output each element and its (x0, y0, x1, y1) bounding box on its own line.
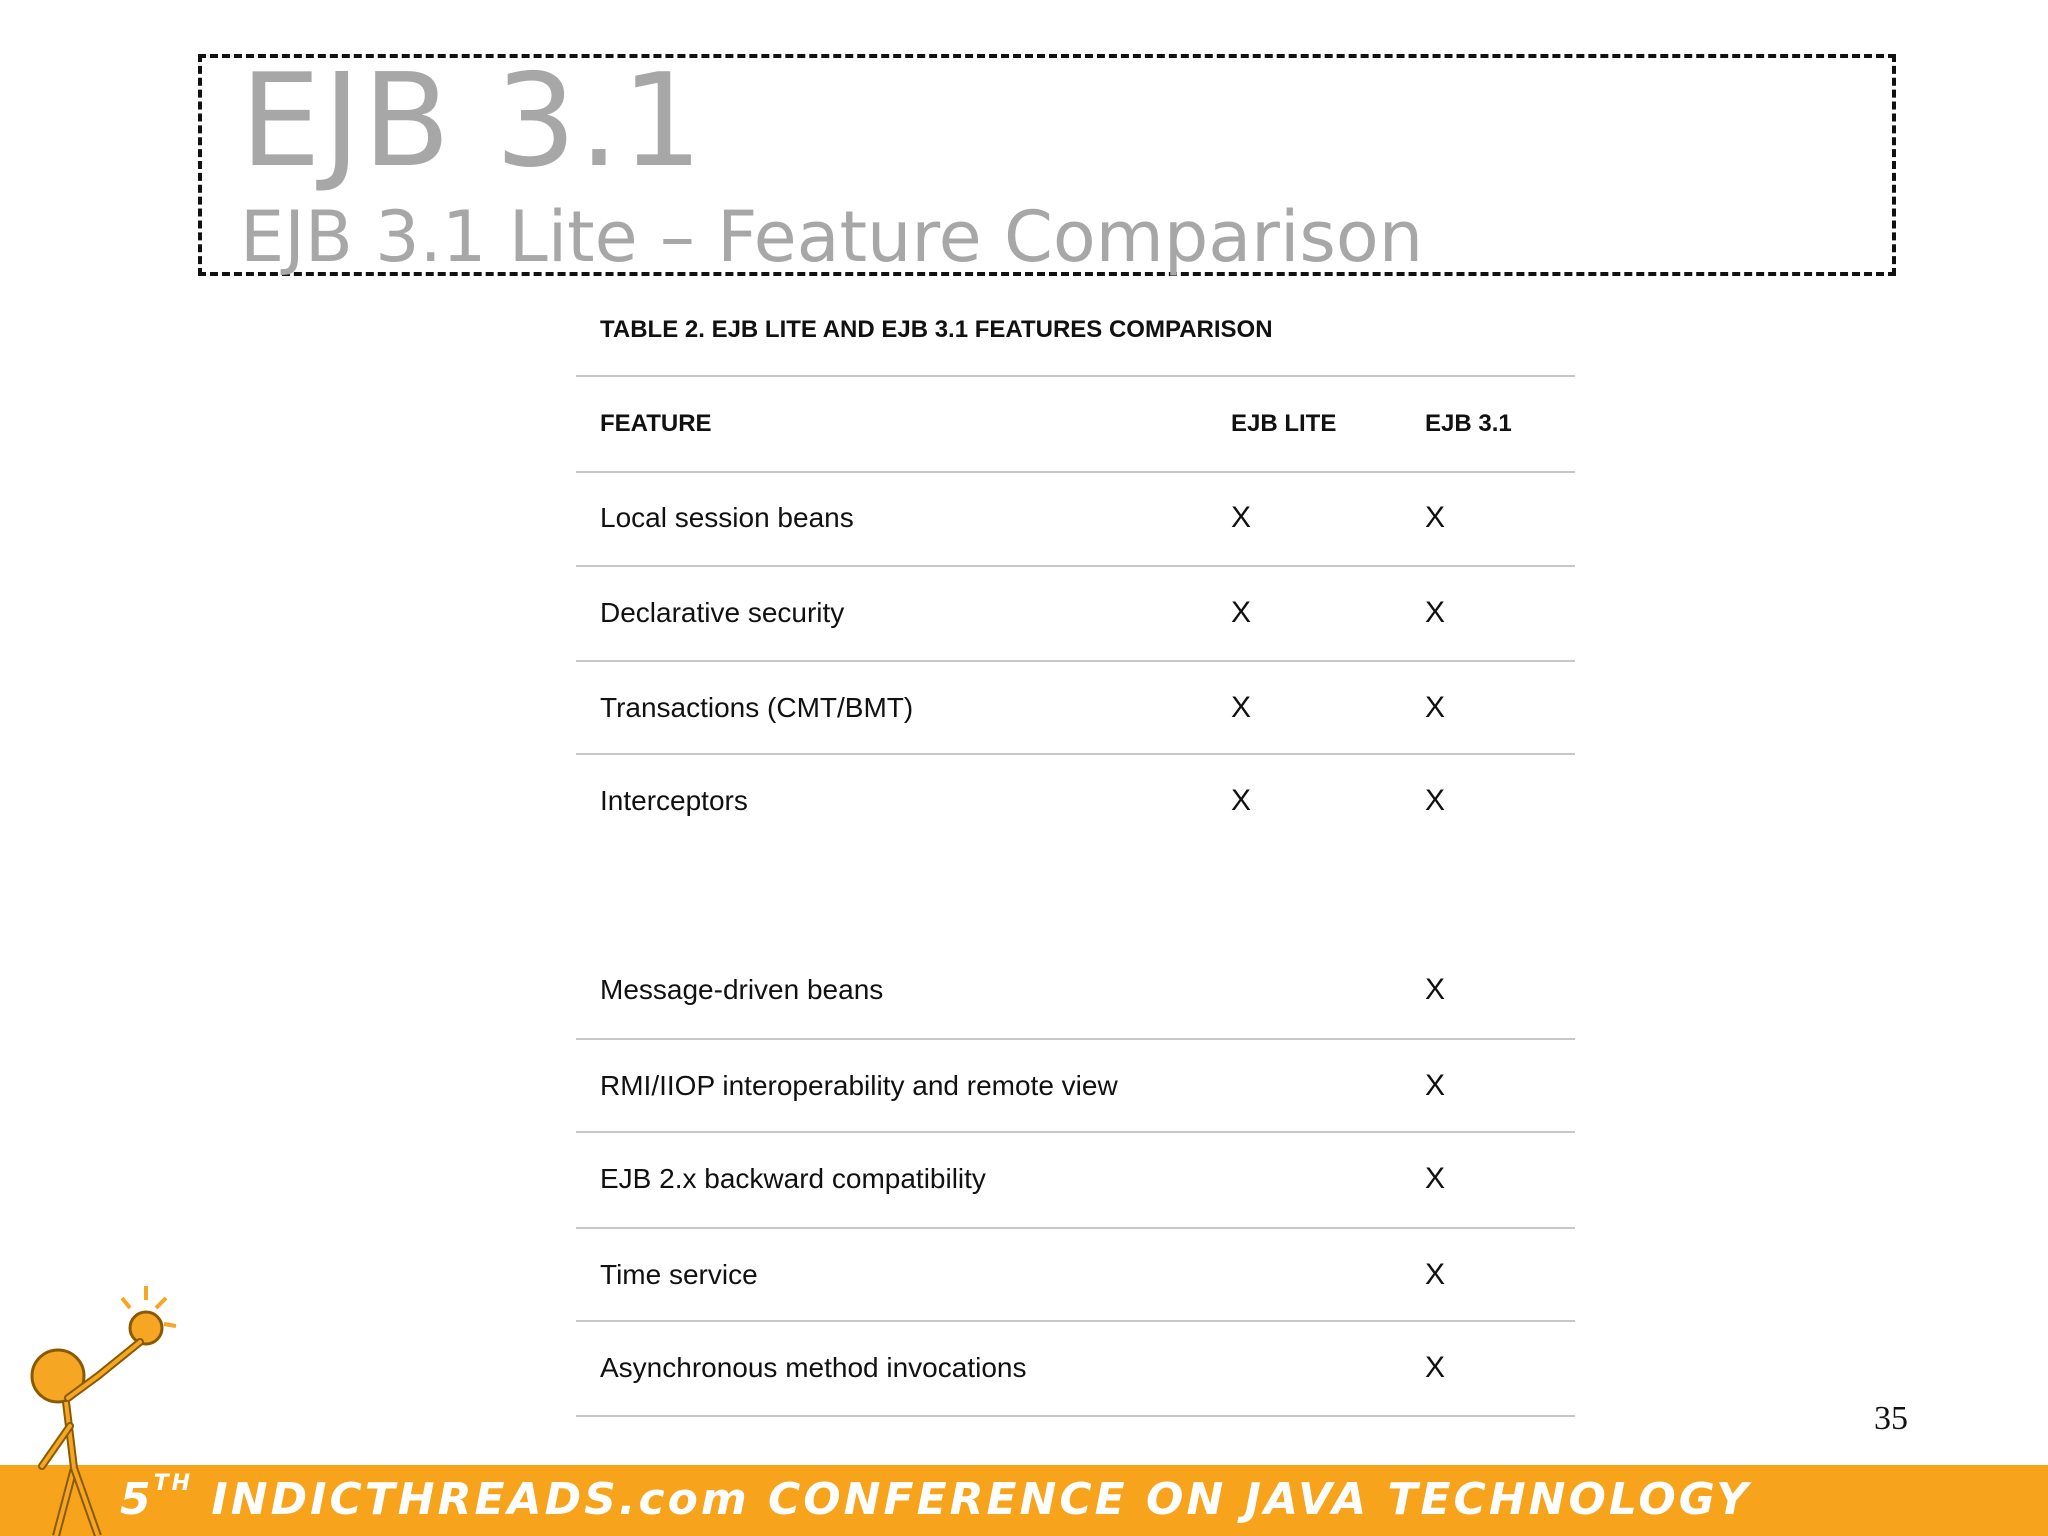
table-row (576, 943, 1575, 1037)
feature-name: Local session beans (600, 502, 854, 533)
table-row (576, 471, 1575, 565)
feature-name: Time service (600, 1259, 758, 1290)
table-row (576, 1039, 1575, 1133)
table-row (576, 754, 1575, 848)
table-header-row (576, 377, 1575, 471)
table-caption: TABLE 2. EJB LITE AND EJB 3.1 FEATURES COMPARISON (600, 316, 1273, 343)
mascot-holding-lightbulb-icon (18, 1286, 178, 1536)
slide-subtitle: EJB 3.1 Lite – Feature Comparison (240, 196, 1424, 278)
ejb-31-mark: X (1425, 1069, 1446, 1102)
ejb-lite-mark: X (1231, 691, 1252, 724)
page-number: 35 (1874, 1400, 1908, 1437)
ejb-lite-mark: X (1231, 596, 1252, 629)
ejb-31-mark: X (1425, 691, 1446, 724)
feature-name: RMI/IIOP interoperability and remote view (600, 1070, 1118, 1101)
ejb-31-mark: X (1425, 596, 1446, 629)
header-feature: FEATURE (600, 410, 712, 437)
ejb-31-mark: X (1425, 501, 1446, 534)
feature-name: Message-driven beans (600, 974, 884, 1005)
feature-name: Asynchronous method invocations (600, 1352, 1027, 1383)
table-row (576, 1132, 1575, 1226)
feature-name: EJB 2.x backward compatibility (600, 1163, 986, 1194)
ejb-31-mark: X (1425, 973, 1446, 1006)
slide-title: EJB 3.1 (240, 47, 705, 196)
feature-name: Interceptors (600, 785, 748, 816)
table-row (576, 661, 1575, 755)
feature-name: Transactions (CMT/BMT) (600, 692, 914, 723)
footer-ordinal: 5 (120, 1474, 154, 1525)
ejb-lite-mark: X (1231, 784, 1252, 817)
header-ejb-lite: EJB LITE (1231, 410, 1337, 437)
ejb-31-mark: X (1425, 1258, 1446, 1291)
table-row (576, 1228, 1575, 1322)
footer-title: INDICTHREADS.com CONFERENCE ON JAVA TECHNOLOGY (211, 1474, 1751, 1525)
ejb-31-mark: X (1425, 784, 1446, 817)
ejb-lite-mark: X (1231, 501, 1252, 534)
table-bottom-rule (576, 1415, 1575, 1417)
ejb-31-mark: X (1425, 1351, 1446, 1384)
table-row (576, 566, 1575, 660)
table-row (576, 1321, 1575, 1415)
header-ejb-31: EJB 3.1 (1425, 410, 1512, 437)
footer-conference-text (120, 1471, 1751, 1525)
ejb-31-mark: X (1425, 1162, 1446, 1195)
footer-ordinal-suffix: TH (153, 1471, 194, 1497)
feature-name: Declarative security (600, 597, 845, 628)
